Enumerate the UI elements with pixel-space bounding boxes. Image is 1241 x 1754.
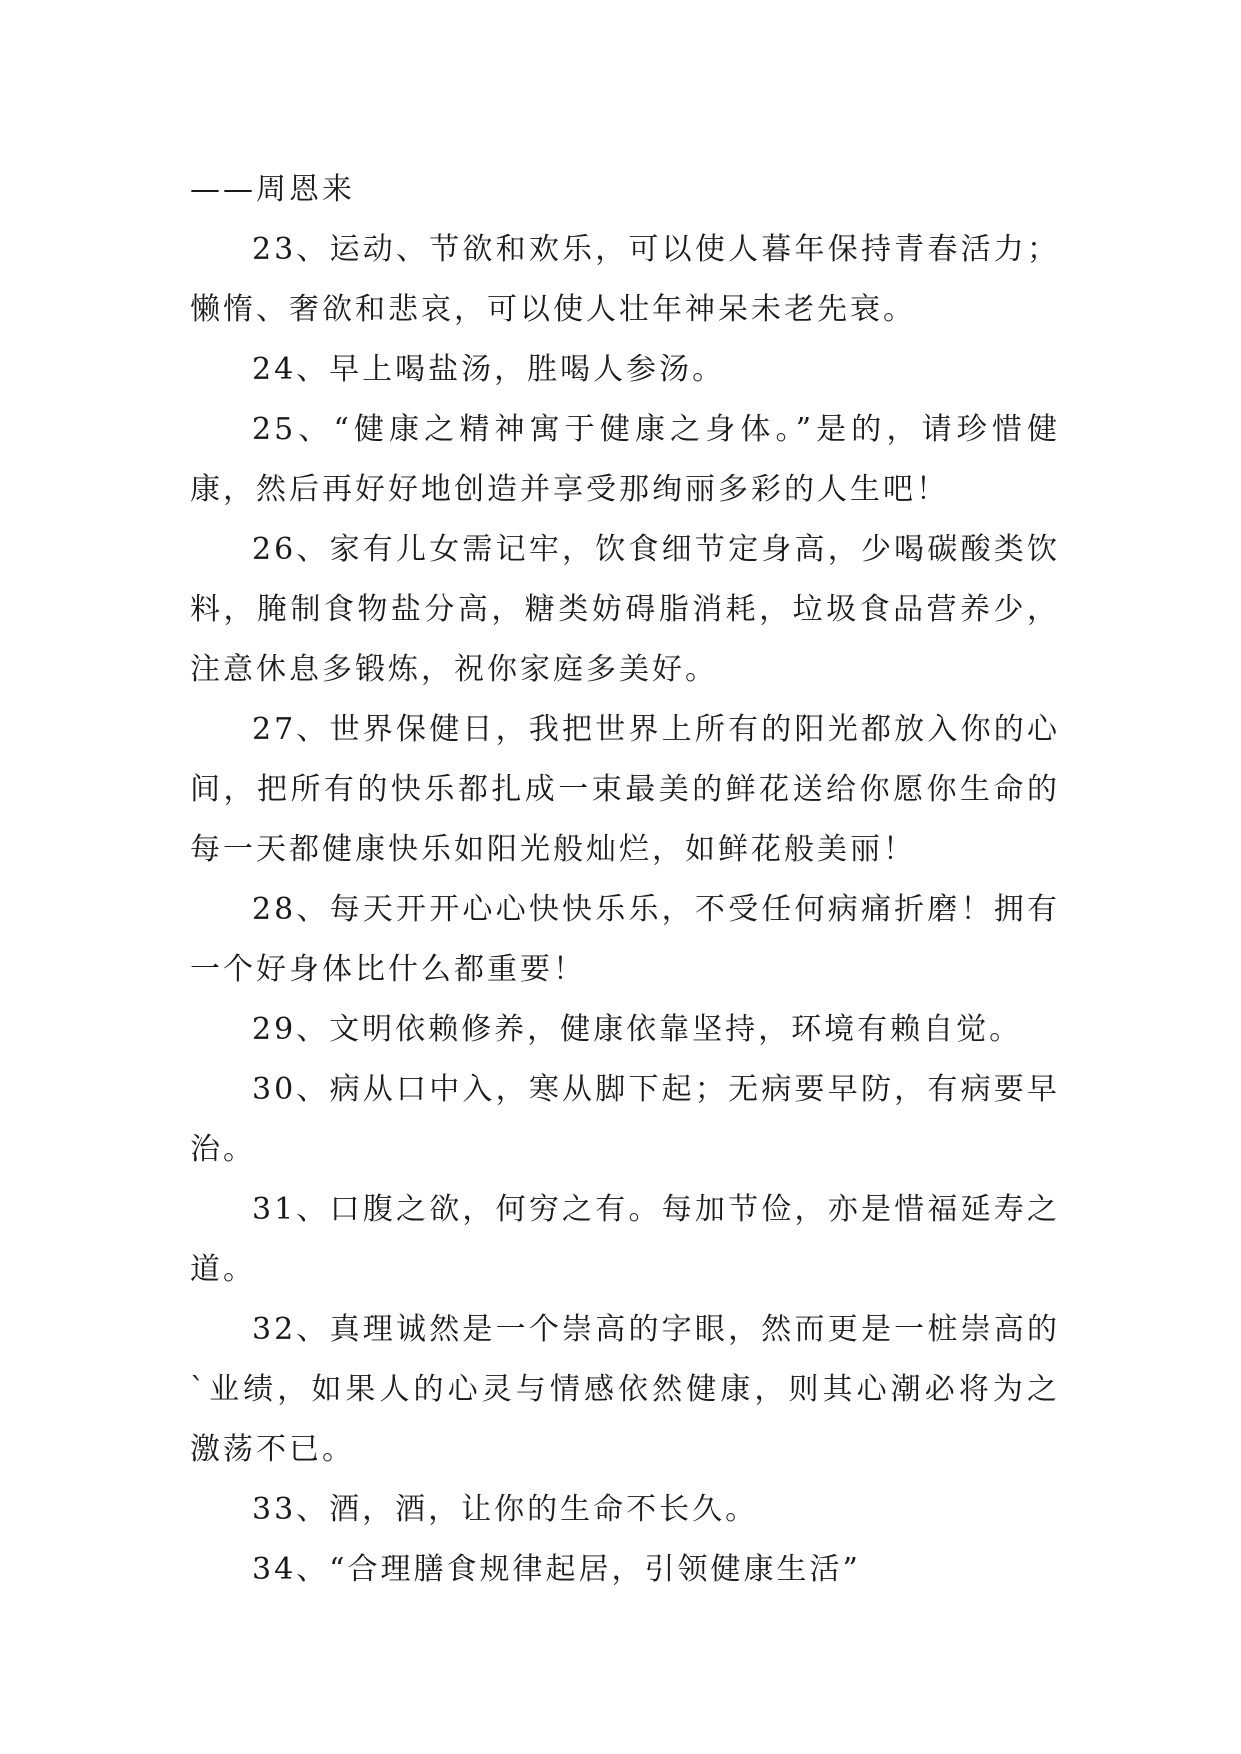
- paragraph-29: 29、文明依赖修养，健康依靠坚持，环境有赖自觉。: [252, 1012, 1023, 1047]
- document-body: [190, 160, 1060, 1600]
- paragraph-33: 33、酒，酒，让你的生命不长久。: [252, 1492, 759, 1527]
- paragraph-30: 30、病从口中入，寒从脚下起；无病要早防，有病要早治。: [190, 1072, 1060, 1167]
- paragraph-26: 26、家有儿女需记牢，饮食细节定身高，少喝碳酸类饮料，腌制食物盐分高，糖类妨碍脂消耗，垃圾食品营养少，注意休息多锻炼，祝你家庭多美好。: [190, 532, 1060, 687]
- paragraph-34: 34、“合理膳食规律起居，引领健康生活”: [252, 1552, 861, 1587]
- paragraph-24: 24、早上喝盐汤，胜喝人参汤。: [252, 352, 726, 387]
- paragraph-25: 25、“健康之精神寓于健康之身体。”是的，请珍惜健康，然后再好好地创造并享受那绚丽多彩的人生吧！: [190, 412, 1060, 507]
- paragraph-28: 28、每天开开心心快快乐乐，不受任何病痛折磨！拥有一个好身体比什么都重要！: [190, 892, 1060, 987]
- paragraph-31: 31、口腹之欲，何穷之有。每加节俭，亦是惜福延寿之道。: [190, 1192, 1060, 1287]
- paragraph-23: 23、运动、节欲和欢乐，可以使人暮年保持青春活力；懒惰、奢欲和悲哀，可以使人壮年神呆未老先衰。: [190, 232, 1060, 327]
- paragraph-32: 32、真理诚然是一个崇高的字眼，然而更是一桩崇高的`业绩，如果人的心灵与情感依然健康，则其心潮必将为之激荡不已。: [190, 1312, 1060, 1467]
- paragraph-27: 27、世界保健日，我把世界上所有的阳光都放入你的心间，把所有的快乐都扎成一束最美的鲜花送给你愿你生命的每一天都健康快乐如阳光般灿烂，如鲜花般美丽！: [190, 712, 1060, 867]
- quote-attribution: ——周恩来: [190, 172, 355, 207]
